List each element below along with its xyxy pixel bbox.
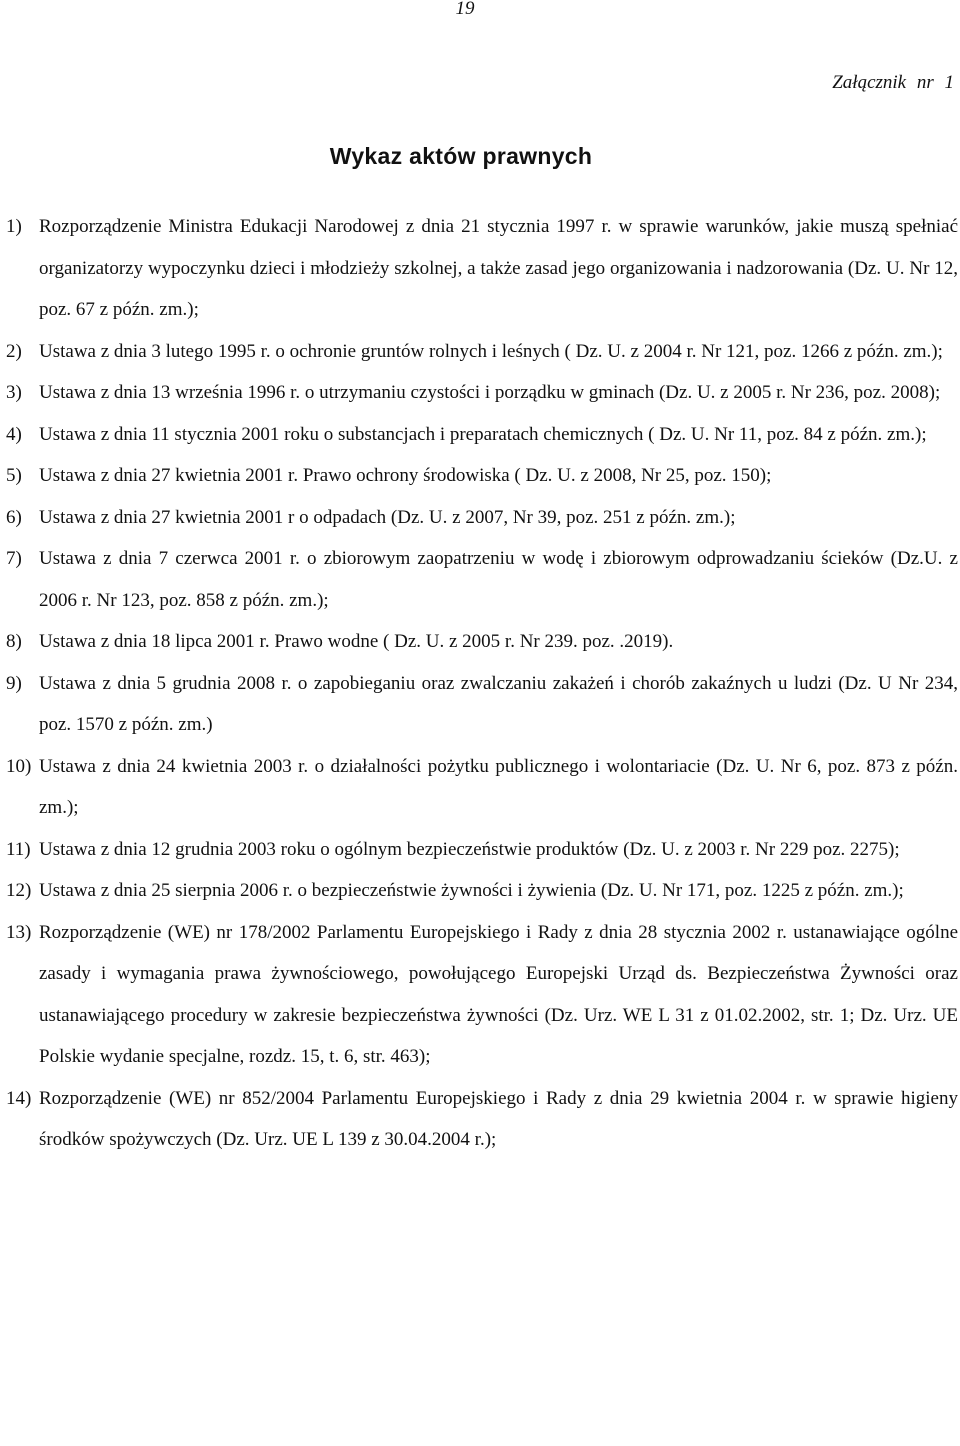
- list-item: [6, 331, 958, 373]
- list-item: [6, 497, 958, 539]
- list-item: [6, 1078, 958, 1161]
- item-text: Ustawa z dnia 7 czerwca 2001 r. o zbiorowym zaopatrzeniu w wodę i zbiorowym odprowadzaniu ścieków (Dz.U. z 2006 r. Nr 123, poz. 858 z późn. zm.);: [39, 548, 958, 611]
- list-item: [6, 870, 958, 912]
- item-text: Ustawa z dnia 25 sierpnia 2006 r. o bezpieczeństwie żywności i żywienia (Dz. U. Nr 171, poz. 1225 z późn. zm.);: [39, 880, 904, 901]
- item-text: Ustawa z dnia 12 grudnia 2003 roku o ogólnym bezpieczeństwie produktów (Dz. U. z 2003 r. Nr 229 poz. 2275);: [39, 838, 900, 860]
- item-number: 13): [6, 921, 32, 943]
- item-number: 11): [6, 838, 31, 860]
- item-number: 6): [6, 506, 22, 528]
- item-text: Ustawa z dnia 11 stycznia 2001 roku o substancjach i preparatach chemicznych ( Dz. U. Nr 11, poz. 84 z późn. zm.);: [39, 423, 927, 445]
- item-text: Ustawa z dnia 24 kwietnia 2003 r. o działalności pożytku publicznego i wolontariacie (Dz. U. Nr 6, poz. 873 z późn. zm.);: [39, 755, 958, 818]
- item-number: 5): [6, 465, 22, 486]
- item-text: Rozporządzenie (WE) nr 178/2002 Parlamentu Europejskiego i Rady z dnia 28 stycznia 2002 r. ustanawiające ogólne zasady i wymagania prawa żywnościowego, powołującego Europejski Urząd ds. Bezpieczeństwa Żywności oraz ustanawiającego procedury w zakresie bezpieczeństwa żywności (Dz. Urz. WE L 31 z 01.02.2002, str. 1; Dz. Urz. UE Polskie wydanie specjalne, rozdz. 15, t. 6, str. 463);: [39, 921, 958, 1067]
- legal-acts-list: [6, 206, 958, 1161]
- item-text: Ustawa z dnia 5 grudnia 2008 r. o zapobieganiu oraz zwalczaniu zakażeń i chorób zakaźnych u ludzi (Dz. U Nr 234, poz. 1570 z późn. zm.): [39, 672, 958, 735]
- item-number: 2): [6, 340, 22, 362]
- list-item: [6, 663, 958, 746]
- list-item: [6, 372, 958, 414]
- list-item: [6, 746, 958, 829]
- item-text: Ustawa z dnia 27 kwietnia 2001 r. Prawo ochrony środowiska ( Dz. U. z 2008, Nr 25, poz. 150);: [39, 465, 772, 486]
- item-number: 10): [6, 755, 32, 777]
- list-item: [6, 829, 958, 871]
- page-number: 19: [455, 0, 475, 19]
- item-number: 12): [6, 880, 32, 901]
- annex-label: Załącznik nr 1: [832, 72, 954, 93]
- item-text: Rozporządzenie Ministra Edukacji Narodowej z dnia 21 stycznia 1997 r. w sprawie warunków, jakie muszą spełniać organizatorzy wypoczynku dzieci i młodzieży szkolnej, a także zasad jego organizowania i nadzorowania (Dz. U. Nr 12, poz. 67 z późn. zm.);: [39, 216, 958, 320]
- item-number: 14): [6, 1087, 32, 1109]
- list-item: [6, 538, 958, 621]
- list-item: [6, 455, 958, 497]
- item-number: 7): [6, 548, 22, 569]
- item-text: Ustawa z dnia 27 kwietnia 2001 r o odpadach (Dz. U. z 2007, Nr 39, poz. 251 z późn. zm.);: [39, 506, 736, 528]
- document-title: Wykaz aktów prawnych: [329, 143, 593, 169]
- list-item: [6, 912, 958, 1078]
- item-number: 8): [6, 631, 22, 652]
- item-number: 4): [6, 423, 22, 445]
- item-number: 9): [6, 672, 22, 694]
- item-number: 1): [6, 216, 22, 237]
- item-text: Ustawa z dnia 3 lutego 1995 r. o ochronie gruntów rolnych i leśnych ( Dz. U. z 2004 r. Nr 121, poz. 1266 z późn. zm.);: [39, 340, 943, 362]
- list-item: [6, 621, 958, 663]
- list-item: [6, 206, 958, 331]
- item-text: Ustawa z dnia 18 lipca 2001 r. Prawo wodne ( Dz. U. z 2005 r. Nr 239. poz. .2019).: [39, 631, 674, 652]
- item-number: 3): [6, 382, 22, 403]
- list-item: [6, 414, 958, 456]
- item-text: Rozporządzenie (WE) nr 852/2004 Parlamentu Europejskiego i Rady z dnia 29 kwietnia 2004 r. w sprawie higieny środków spożywczych (Dz. Urz. UE L 139 z 30.04.2004 r.);: [39, 1087, 958, 1150]
- item-text: Ustawa z dnia 13 września 1996 r. o utrzymaniu czystości i porządku w gminach (Dz. U. z 2005 r. Nr 236, poz. 2008);: [39, 382, 941, 403]
